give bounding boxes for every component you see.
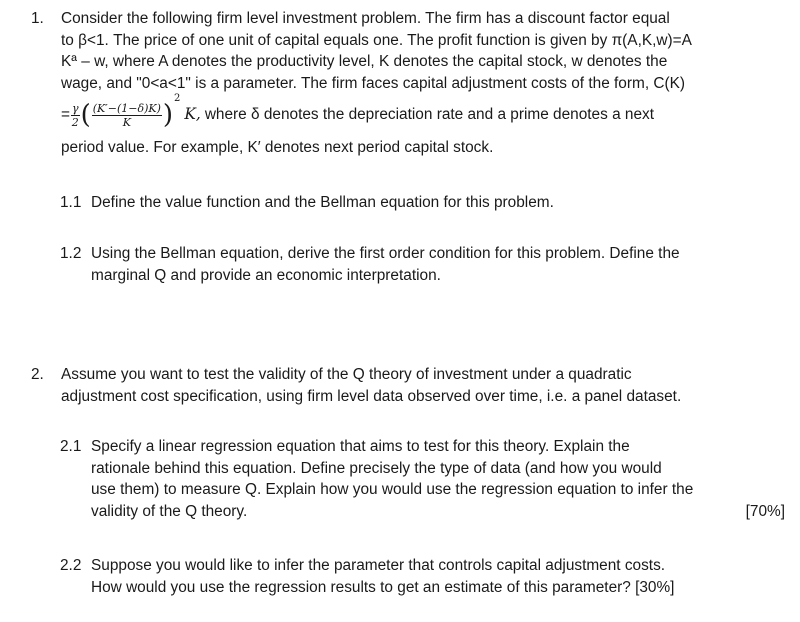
gamma-over-two: $\frac{\gamma}{2}$ [71,101,79,129]
exponent: 2 [174,93,181,105]
paren-close: ) [162,100,174,130]
text-line: Assume you want to test the validity of the Q theory of investment under a quadratic [61,366,632,383]
question-number: 2.1 [60,438,82,455]
text-line: rationale behind this equation. Define precisely the type of data (and how you would [91,459,662,477]
subquestion-2-1 [60,436,785,522]
text-line: marginal Q and provide an economic interpretation. [91,266,441,284]
subquestion-2-2 [60,555,785,598]
question-number: 1.2 [60,245,82,262]
text-line: period value. For example, K′ denotes next period capital stock. [61,139,494,156]
adjustment-cost-formula [61,93,781,137]
text-line: use them) to measure Q. Explain how you would use the regression equation to infer the [91,481,694,498]
paren-open: ( [80,100,91,130]
mark-weight: [70%] [745,502,785,520]
text-line: adjustment cost specification, using firm level data observed over time, i.e. a panel dataset. [61,387,682,405]
text-line: Kª – w, where A denotes the productivity level, K denotes the capital stock, w denotes the [61,53,668,70]
subquestion-1-2 [60,243,785,286]
text-line: wage, and "0<a<1" is a parameter. The firm faces capital adjustment costs of the form, C(K) [61,74,685,92]
text-line [91,501,785,523]
text-span: validity of the Q theory. [91,502,248,520]
text-line: where δ denotes the depreciation rate and a prime denotes a next [204,106,655,124]
question-1 [31,8,781,159]
text-line: Consider the following firm level investment problem. The firm has a discount factor equal [61,10,670,27]
text-line: How would you use the regression results to get an estimate of this parameter? [30%] [91,578,675,596]
text-line: to β<1. The price of one unit of capital equals one. The profit function is given by π(A,K,w)=A [61,31,692,49]
equals-sign: = [61,106,70,124]
question-number: 1. [31,10,44,27]
question-text [61,8,781,159]
question-number: 2.2 [60,557,82,574]
text-line: Suppose you would like to infer the parameter that controls capital adjustment costs. [91,557,666,574]
investment-ratio: $\frac{(K'-(1-\delta)K)}{K}$ [92,101,161,129]
text-line: Specify a linear regression equation that aims to test for this theory. Explain the [91,438,630,455]
question-2 [31,364,781,407]
text-line: Using the Bellman equation, derive the first order condition for this problem. Define the [91,245,680,262]
subquestion-1-1 [60,192,785,214]
question-number: 1.1 [60,194,82,211]
question-number: 2. [31,366,44,383]
text-line: Define the value function and the Bellman equation for this problem. [91,194,554,211]
capital-variable: K, [184,105,201,124]
